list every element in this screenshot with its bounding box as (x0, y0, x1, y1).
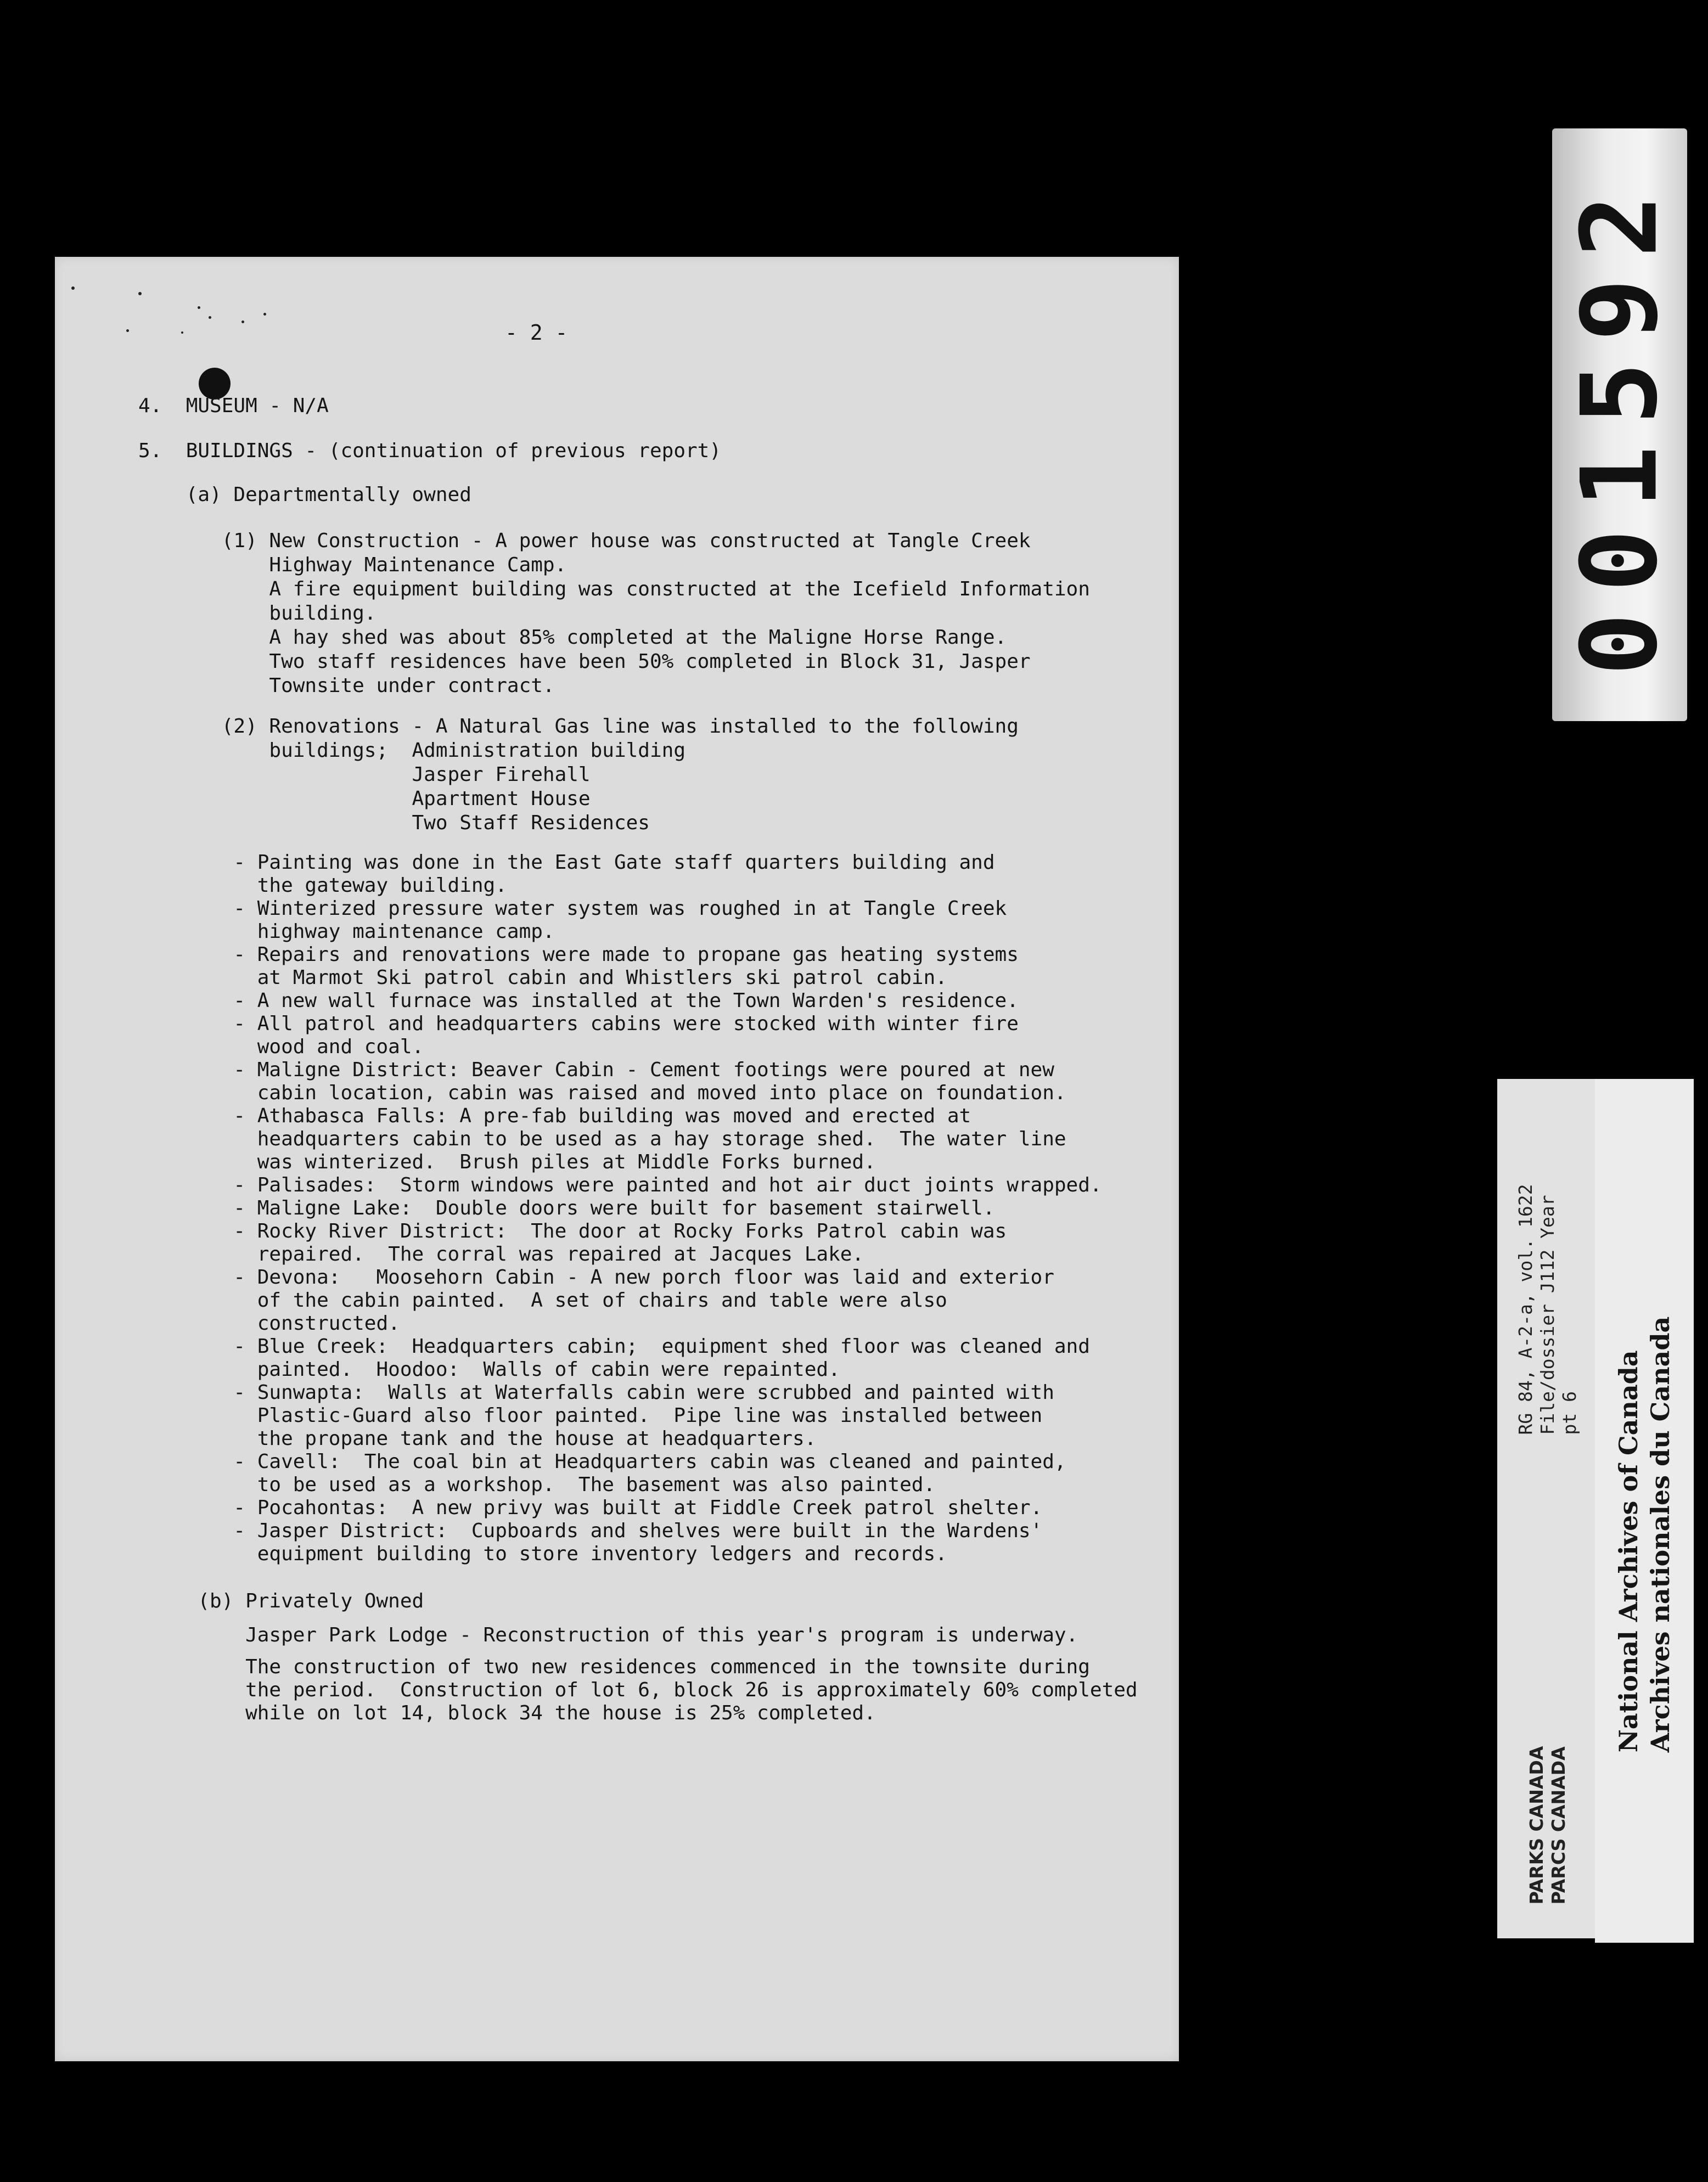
doc-line: 4. MUSEUM - N/A (138, 395, 329, 417)
doc-line: highway maintenance camp. (138, 920, 555, 943)
doc-line: equipment building to store inventory ledgers and records. (138, 1543, 947, 1565)
doc-line: 5. BUILDINGS - (continuation of previous report) (138, 440, 722, 462)
doc-line: (a) Departmentally owned (138, 483, 471, 506)
doc-line: - Maligne Lake: Double doors were built for basement stairwell. (138, 1197, 995, 1219)
speck (71, 286, 75, 290)
doc-line: Townsite under contract. (138, 674, 555, 697)
doc-line: Apartment House (138, 788, 591, 810)
doc-line: (b) Privately Owned (138, 1590, 424, 1612)
frame-number: 001592 (1559, 173, 1681, 676)
doc-line: was winterized. Brush piles at Middle Forks burned. (138, 1151, 876, 1173)
reference-text: RG 84, A-2-a, vol. 1622 File/dossier J112 Year pt 6 (1515, 1184, 1580, 1435)
doc-line: Plastic-Guard also floor painted. Pipe line was installed between (138, 1404, 1043, 1427)
doc-line: - Cavell: The coal bin at Headquarters cabin was cleaned and painted, (138, 1450, 1066, 1473)
speck (181, 331, 183, 334)
doc-line: repaired. The corral was repaired at Jacques Lake. (138, 1243, 864, 1266)
doc-line: Jasper Firehall (138, 763, 591, 786)
doc-line: - Sunwapta: Walls at Waterfalls cabin were scrubbed and painted with (138, 1381, 1054, 1404)
doc-line: The construction of two new residences commenced in the townsite during (138, 1656, 1090, 1678)
document-page (55, 257, 1179, 2061)
doc-line: cabin location, cabin was raised and moved into place on foundation. (138, 1082, 1066, 1104)
doc-line: - All patrol and headquarters cabins were stocked with winter fire (138, 1013, 1019, 1035)
doc-line: - Athabasca Falls: A pre-fab building was moved and erected at (138, 1105, 971, 1127)
doc-line: the period. Construction of lot 6, block 26 is approximately 60% completed (138, 1679, 1138, 1701)
doc-line: at Marmot Ski patrol cabin and Whistlers ski patrol cabin. (138, 966, 947, 989)
speck (263, 313, 266, 316)
doc-line: while on lot 14, block 34 the house is 25% completed. (138, 1702, 876, 1724)
doc-line: building. (138, 602, 377, 625)
doc-line: - Repairs and renovations were made to propane gas heating systems (138, 943, 1019, 966)
frame-number-label (1552, 128, 1687, 721)
archives-label (1595, 1079, 1694, 1943)
doc-line: - A new wall furnace was installed at the Town Warden's residence. (138, 989, 1019, 1012)
doc-line: - Blue Creek: Headquarters cabin; equipment shed floor was cleaned and (138, 1335, 1090, 1358)
doc-line: A fire equipment building was constructed at the Icefield Information (138, 578, 1090, 600)
doc-line: (2) Renovations - A Natural Gas line was installed to the following (138, 715, 1019, 738)
doc-line: headquarters cabin to be used as a hay storage shed. The water line (138, 1128, 1066, 1150)
doc-line: to be used as a workshop. The basement was also painted. (138, 1474, 936, 1496)
doc-line: Jasper Park Lodge - Reconstruction of this year's program is underway. (138, 1624, 1078, 1646)
doc-line: - Devona: Moosehorn Cabin - A new porch floor was laid and exterior (138, 1266, 1054, 1289)
reference-label (1497, 1079, 1598, 1938)
doc-line: A hay shed was about 85% completed at the Maligne Horse Range. (138, 626, 1007, 649)
speck (138, 292, 142, 295)
archives-text: National Archives of Canada Archives nationales du Canada (1614, 1316, 1675, 1753)
doc-line: - Palisades: Storm windows were painted and hot air duct joints wrapped. (138, 1174, 1102, 1196)
doc-line: - Pocahontas: A new privy was built at Fiddle Creek patrol shelter. (138, 1497, 1043, 1519)
doc-line: - Jasper District: Cupboards and shelves were built in the Wardens' (138, 1520, 1043, 1542)
doc-line: constructed. (138, 1312, 400, 1335)
doc-line: Highway Maintenance Camp. (138, 554, 567, 576)
parks-canada-text: PARKS CANADA PARCS CANADA (1526, 1746, 1569, 1905)
speck (209, 316, 211, 319)
doc-line: Two staff residences have been 50% completed in Block 31, Jasper (138, 650, 1031, 673)
doc-line: - Maligne District: Beaver Cabin - Cement footings were poured at new (138, 1059, 1054, 1081)
doc-line: wood and coal. (138, 1036, 424, 1058)
doc-line: - Rocky River District: The door at Rocky Forks Patrol cabin was (138, 1220, 1007, 1242)
doc-line: buildings; Administration building (138, 739, 686, 762)
doc-line: (1) New Construction - A power house was constructed at Tangle Creek (138, 530, 1031, 552)
page-number: - 2 - (505, 320, 568, 345)
doc-line: - Winterized pressure water system was roughed in at Tangle Creek (138, 897, 1007, 920)
doc-line: Two Staff Residences (138, 812, 650, 834)
speck (241, 320, 244, 323)
speck (198, 306, 200, 309)
doc-line: of the cabin painted. A set of chairs and table were also (138, 1289, 947, 1312)
speck (126, 329, 129, 332)
doc-line: the propane tank and the house at headquarters. (138, 1427, 817, 1450)
doc-line: - Painting was done in the East Gate staff quarters building and (138, 851, 995, 874)
doc-line: painted. Hoodoo: Walls of cabin were repainted. (138, 1358, 840, 1381)
doc-line: the gateway building. (138, 874, 507, 897)
